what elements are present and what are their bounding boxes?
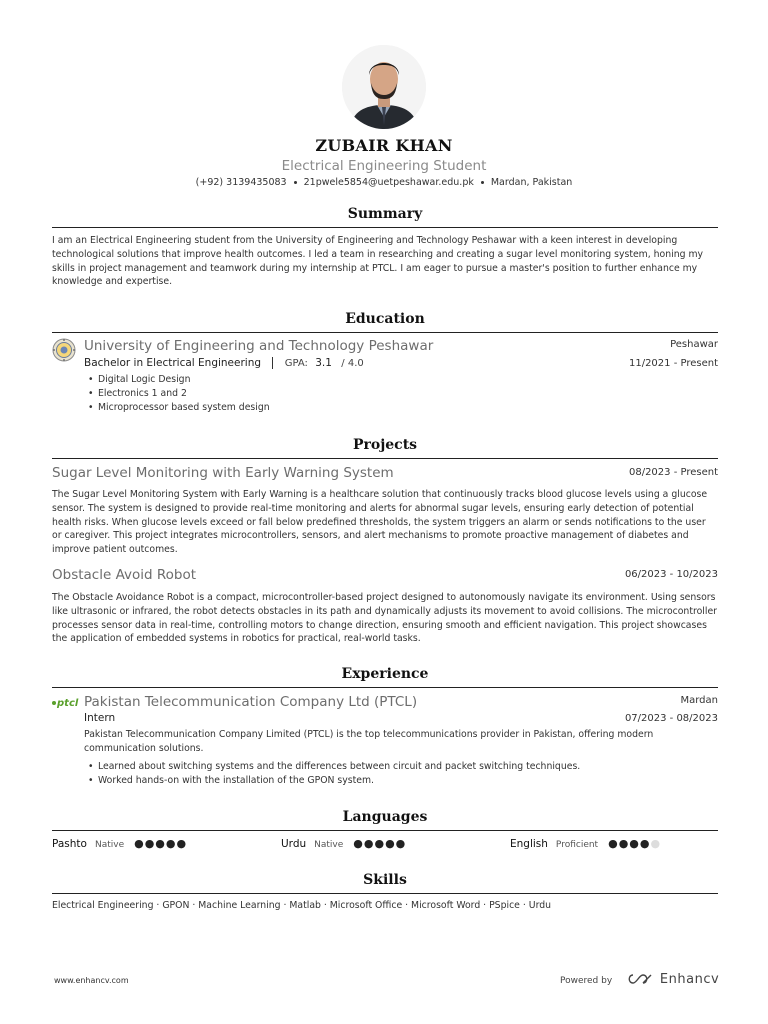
gpa-label: GPA: (284, 358, 308, 369)
contact-line (0, 177, 768, 188)
language-item (510, 837, 661, 850)
university-name: University of Engineering and Technology Peshawar (84, 338, 434, 354)
course-list (84, 373, 718, 415)
language-level: Proficient (555, 840, 599, 850)
gpa-value: 3.1 (315, 357, 332, 369)
separator-dot (481, 181, 484, 184)
job-role: Intern (84, 712, 116, 724)
footer-website-link[interactable]: www.enhancv.com (54, 976, 129, 985)
company-name: Pakistan Telecommunication Company Ltd (PTCL) (84, 694, 418, 710)
enhancv-logo-icon (627, 973, 653, 988)
experience-location: Mardan (680, 695, 718, 706)
project-title: Sugar Level Monitoring with Early Warning System (52, 465, 394, 481)
section-title-projects: Projects (52, 437, 718, 459)
enhancv-brand: Enhancv (659, 972, 720, 987)
project-entry (52, 465, 718, 481)
job-description: Pakistan Telecommunication Company Limited (PTCL) is the top telecommunications provider in Pakistan, offering modern communication solutions. (84, 729, 654, 754)
gpa-max: / 4.0 (341, 358, 364, 369)
candidate-title: Electrical Engineering Student (281, 158, 487, 174)
language-name: English (510, 838, 548, 850)
experience-bullets (84, 760, 718, 788)
summary-text: I am an Electrical Engineering student from the University of Engineering and Technology Peshawar with a keen interest in developing technological solutions that improve health outcomes. I led a team in researching and creating a sugar level monitoring system, honing my skills in project management and teamwork during my internship at PTCL. I am eager to pursue a master's position to further enhance my knowledge and expertise. (52, 235, 704, 288)
experience-entry (52, 694, 718, 788)
list-item: • Worked hands-on with the installation of the GPON system. (98, 774, 718, 788)
project-dates: 06/2023 - 10/2023 (624, 569, 718, 580)
project-entry (52, 567, 718, 583)
language-rating: ●●●●● (134, 837, 188, 850)
language-name: Pashto (52, 838, 87, 850)
education-location: Peshawar (670, 339, 718, 350)
language-rating: ●●●●● (353, 837, 407, 850)
resume-header (0, 136, 768, 188)
list-item: • Learned about switching systems and the differences between circuit and packet switching techniques. (98, 760, 718, 774)
project-description: The Sugar Level Monitoring System with Early Warning is a healthcare solution that continuously tracks blood glucose levels using a glucose sensor. The system is designed to provide real-time monitoring and alerts for abnormal sugar levels, ensuring early detection of potential health risks. When glucose levels exceed or fall below predefined thresholds, the system triggers an alarm or sends notifications to the user or caregiver. This project integrates microcontrollers, sensors, and alert mechanisms to promote proactive management of diabetes and improve patient outcomes. (52, 489, 708, 556)
list-item: • Microprocessor based system design (98, 401, 718, 415)
email-address[interactable]: 21pwele5854@uetpeshawar.edu.pk (303, 177, 474, 188)
skills-list: Electrical Engineering · GPON · Machine Learning · Matlab · Microsoft Office · Microsoft Word · PSpice · Urdu (52, 900, 552, 911)
degree-name: Bachelor in Electrical Engineering (84, 357, 262, 369)
phone-number: (+92) 3139435083 (195, 177, 287, 188)
footer-branding[interactable] (560, 972, 719, 988)
language-level: Native (314, 840, 344, 850)
section-title-languages: Languages (52, 809, 718, 831)
education-entry (52, 338, 718, 415)
candidate-name: ZUBAIR KHAN (315, 136, 453, 155)
degree-line (84, 357, 718, 369)
section-title-education: Education (52, 311, 718, 333)
list-item: • Digital Logic Design (98, 373, 718, 387)
language-level: Native (94, 840, 125, 850)
section-title-experience: Experience (52, 666, 718, 688)
powered-by-label: Powered by (560, 976, 613, 986)
project-description: The Obstacle Avoidance Robot is a compact, microcontroller-based project designed to autonomously navigate its environment. Using sensors like ultrasonic or infrared, the robot detects obstacles in its path and dynamically adjusts its movement to avoid collisions. The microcontroller processes sensor data in real-time, controlling motors to change direction, ensuring smooth and efficient navigation. This project showcases the application of embedded systems in robotics for practical, real-world tasks. (52, 592, 717, 645)
language-rating: ●●●●● (608, 837, 662, 850)
section-title-skills: Skills (52, 872, 718, 894)
profile-photo (342, 45, 426, 129)
list-item: • Electronics 1 and 2 (98, 387, 718, 401)
experience-dates: 07/2023 - 08/2023 (624, 713, 718, 724)
language-item (52, 837, 187, 850)
location: Mardan, Pakistan (490, 177, 573, 188)
separator-dot (294, 181, 297, 184)
project-title: Obstacle Avoid Robot (52, 567, 197, 583)
university-logo-icon (52, 338, 76, 362)
project-dates: 08/2023 - Present (628, 467, 718, 478)
ptcl-logo-icon: ptcl (52, 698, 78, 709)
language-name: Urdu (281, 838, 307, 850)
divider (272, 357, 273, 369)
section-title-summary: Summary (52, 206, 718, 228)
language-item (281, 837, 406, 850)
education-dates: 11/2021 - Present (628, 358, 718, 369)
